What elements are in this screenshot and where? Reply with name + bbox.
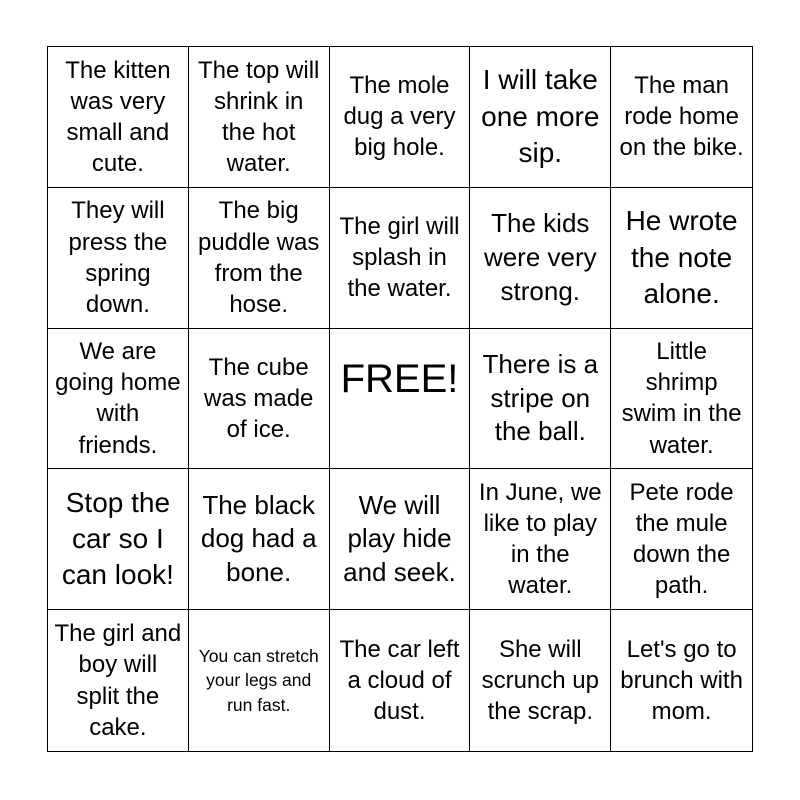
cell-text: He wrote the note alone. [625, 205, 738, 309]
cell-text: The car left a cloud of dust. [339, 635, 460, 726]
cell-text: The top will shrink in the hot water. [198, 56, 320, 178]
bingo-cell [189, 329, 330, 470]
bingo-cell [611, 329, 752, 470]
bingo-board [47, 46, 753, 752]
cell-text: She will scrunch up the scrap. [481, 635, 599, 726]
bingo-cell [470, 469, 611, 610]
bingo-cell [48, 329, 189, 470]
bingo-cell [330, 47, 471, 188]
cell-text: We are going home with friends. [55, 338, 181, 459]
bingo-cell [470, 188, 611, 329]
free-space [330, 329, 471, 470]
bingo-cell [330, 610, 471, 751]
bingo-cell [48, 610, 189, 751]
cell-text: Let's go to brunch with mom. [620, 635, 743, 726]
cell-text: The cube was made of ice. [204, 353, 314, 444]
cell-text: The mole dug a very big hole. [343, 72, 456, 162]
cell-text: Stop the car so I can look! [61, 486, 174, 591]
cell-text: The girl will splash in the water. [339, 212, 460, 303]
bingo-cell [189, 469, 330, 610]
bingo-cell [611, 469, 752, 610]
cell-text: I will take one more sip. [481, 64, 600, 169]
cell-text: The black dog had a bone. [200, 489, 317, 588]
cell-text: The kids were very strong. [483, 208, 597, 306]
bingo-cell [189, 188, 330, 329]
cell-text: They will press the spring down. [68, 197, 168, 318]
bingo-cell [330, 469, 471, 610]
bingo-cell [611, 188, 752, 329]
bingo-cell [48, 469, 189, 610]
bingo-cell [470, 47, 611, 188]
cell-text: The kitten was very small and cute. [65, 56, 171, 178]
cell-text: There is a stripe on the ball. [482, 348, 599, 447]
bingo-cell [189, 47, 330, 188]
cell-text: In June, we like to play in the water. [478, 478, 602, 600]
bingo-cell [470, 329, 611, 470]
cell-text: The man rode home on the bike. [619, 72, 744, 162]
bingo-cell [48, 188, 189, 329]
bingo-cell [611, 47, 752, 188]
bingo-cell [470, 610, 611, 751]
bingo-cell [48, 47, 189, 188]
cell-text: Little shrimp swim in the water. [621, 338, 742, 459]
cell-text: The girl and boy will split the cake. [54, 620, 182, 741]
bingo-cell [611, 610, 752, 751]
free-space-label: FREE! [340, 357, 459, 402]
cell-text: We will play hide and seek. [343, 489, 456, 588]
bingo-cell [189, 610, 330, 751]
cell-text: You can stretch your legs and run fast. [198, 645, 319, 715]
bingo-cell [330, 188, 471, 329]
cell-text: The big puddle was from the hose. [197, 197, 320, 318]
cell-text: Pete rode the mule down the path. [629, 478, 734, 600]
